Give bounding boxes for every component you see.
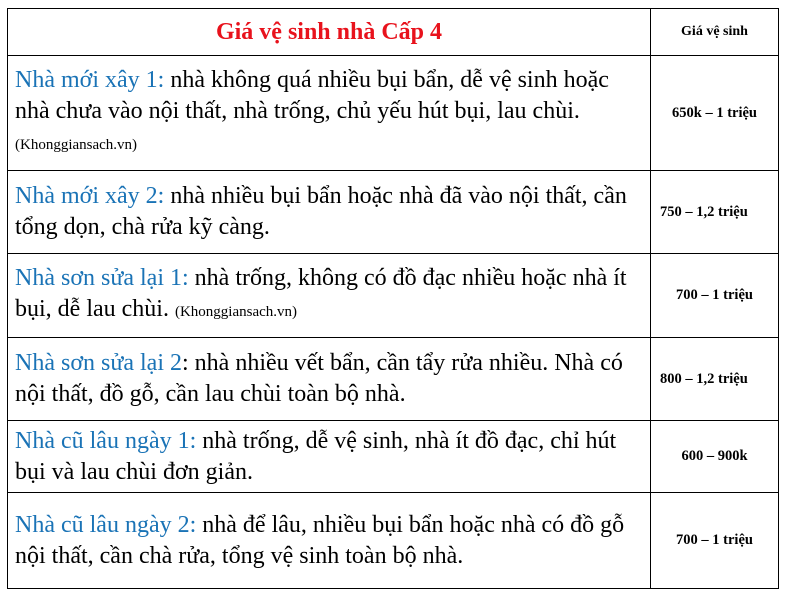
row-price: 700 – 1 triệu	[651, 493, 779, 589]
row-price: 650k – 1 triệu	[651, 56, 779, 171]
table-row	[8, 254, 779, 338]
row-description	[8, 338, 651, 421]
table-header-row	[8, 9, 779, 56]
row-text: nhà trống, dễ vệ sinh, nhà ít đồ đạc, chỉ hút bụi và lau chùi đơn giản.	[15, 427, 617, 485]
price-column-header: Giá vệ sinh	[651, 9, 779, 56]
row-text: nhà để lâu, nhiều bụi bẩn hoặc nhà có đồ gỗ nội thất, cần chà rửa, tổng vệ sinh toàn bộ nhà.	[15, 511, 625, 569]
table-title: Giá vệ sinh nhà Cấp 4	[8, 9, 651, 56]
price-table	[7, 8, 779, 589]
row-label: Nhà cũ lâu ngày 2:	[15, 511, 197, 538]
row-price: 700 – 1 triệu	[651, 254, 779, 338]
row-label: Nhà mới xây 1:	[15, 67, 165, 93]
row-price: 600 – 900k	[651, 421, 779, 493]
row-text: nhà trống, không có đồ đạc nhiều hoặc nhà ít bụi, dễ lau chùi.	[15, 265, 627, 322]
row-note: (Khonggiansach.vn)	[15, 137, 138, 153]
row-label: Nhà cũ lâu ngày 1:	[15, 427, 197, 454]
table-row	[8, 493, 779, 589]
row-description	[8, 171, 651, 254]
row-description	[8, 56, 651, 171]
row-note: (Khonggiansach.vn)	[174, 304, 298, 320]
table-row	[8, 56, 779, 171]
row-label: Nhà sơn sửa lại 2	[15, 350, 183, 376]
row-text: nhà nhiều bụi bẩn hoặc nhà đã vào nội thất, cần tổng dọn, chà rửa kỹ càng.	[15, 183, 627, 240]
row-label: Nhà sơn sửa lại 1:	[15, 265, 189, 291]
row-description	[8, 254, 651, 338]
row-text: : nhà nhiều vết bẩn, cần tẩy rửa nhiều. Nhà có nội thất, đồ gỗ, cần lau chùi toàn bộ nhà.	[15, 350, 623, 407]
row-label: Nhà mới xây 2:	[15, 183, 165, 209]
table-row	[8, 421, 779, 493]
table-row	[8, 338, 779, 421]
table-row	[8, 171, 779, 254]
row-text: nhà không quá nhiều bụi bẩn, dễ vệ sinh hoặc nhà chưa vào nội thất, nhà trống, chủ yếu hút bụi, lau chùi.	[15, 67, 609, 124]
row-description	[8, 493, 651, 589]
row-price: 800 – 1,2 triệu	[651, 338, 779, 421]
row-description	[8, 421, 651, 493]
row-price: 750 – 1,2 triệu	[651, 171, 779, 254]
